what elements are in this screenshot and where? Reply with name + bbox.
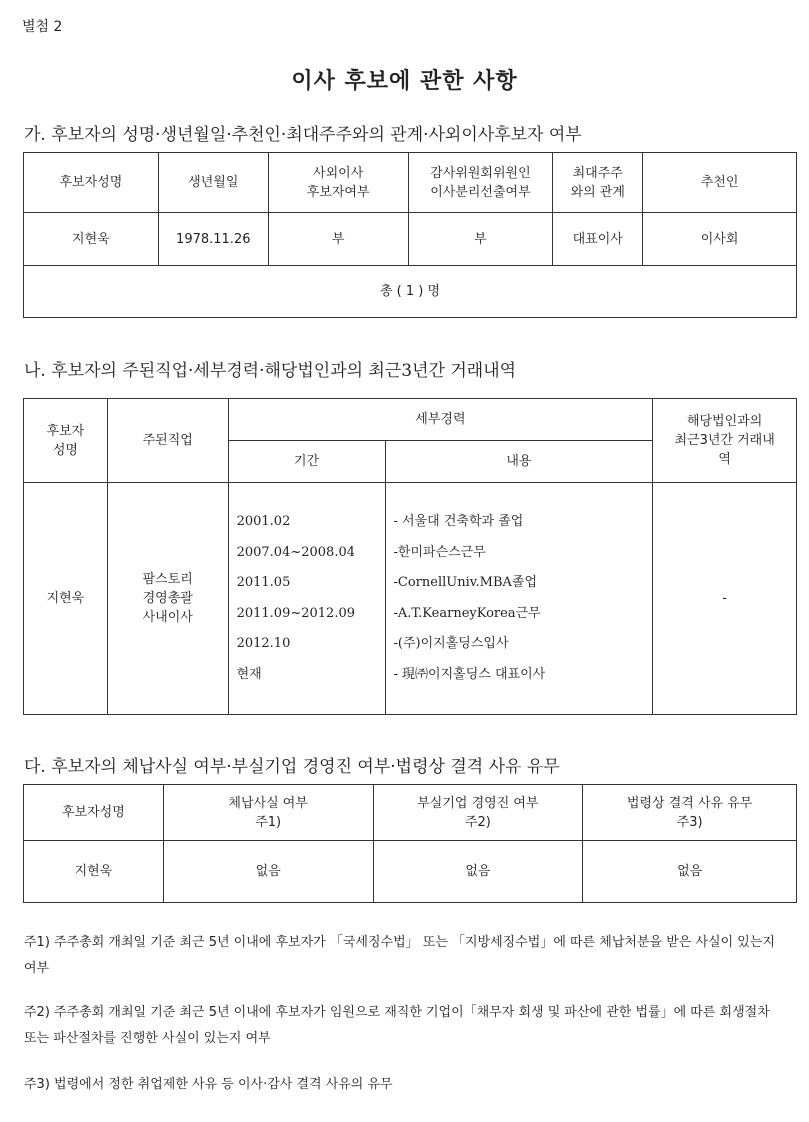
table-cell: 부 — [408, 213, 553, 266]
header-cell: 생년월일 — [158, 153, 268, 213]
header-cell: 주된직업 — [107, 399, 228, 483]
table-cell: 없음 — [373, 841, 583, 903]
list-item: -A.T.KearneyKorea근무 — [393, 605, 541, 621]
eligibility-table — [23, 784, 797, 903]
table-cell: 1978.11.26 — [158, 213, 268, 266]
table-cell: 지현욱 — [24, 483, 108, 715]
document-title: 이사 후보에 관한 사항 — [291, 69, 518, 94]
candidate-info-table — [23, 152, 797, 318]
header-cell: 사외이사 후보자여부 — [268, 153, 408, 213]
header-cell: 부실기업 경영진 여부 주2) — [373, 785, 583, 841]
list-item: 현재 — [236, 666, 262, 682]
header-cell: 체납사실 여부 주1) — [163, 785, 373, 841]
header-cell: 세부경력 — [228, 399, 653, 441]
header-cell: 기간 — [228, 441, 385, 483]
period-list — [228, 483, 385, 715]
table-cell: 지현욱 — [24, 841, 164, 903]
header-cell: 최대주주 와의 관계 — [553, 153, 643, 213]
table-cell: - — [653, 483, 797, 715]
list-item: 2011.05 — [236, 575, 291, 590]
attachment-label: 별첨 2 — [22, 19, 63, 35]
table-row — [24, 841, 797, 903]
header-cell: 후보자성명 — [24, 785, 164, 841]
total-count: 총 ( 1 ) 명 — [24, 266, 797, 318]
career-table — [23, 398, 797, 715]
table-row — [24, 483, 797, 715]
footnote-2: 주2) 주주총회 개최일 기준 최근 5년 이내에 후보자가 임원으로 재직한 기업이「채무자 회생 및 파산에 관한 법률」에 따른 회생절차 또는 파산절차를 진행한 사실이 있는지 여부 — [24, 1005, 770, 1046]
list-item: 2011.09~2012.09 — [236, 605, 355, 621]
content-list — [385, 483, 653, 715]
header-cell: 해당법인과의 최근3년간 거래내 역 — [653, 399, 797, 483]
section-ga-heading: 가. 후보자의 성명·생년월일·추천인·최대주주와의 관계·사외이사후보자 여부 — [24, 125, 582, 145]
header-cell: 법령상 결격 사유 유무 주3) — [583, 785, 797, 841]
list-item: -(주)이지홀딩스입사 — [393, 636, 509, 651]
list-item: 2012.10 — [236, 636, 291, 651]
table-cell: 없음 — [163, 841, 373, 903]
table-cell: 부 — [268, 213, 408, 266]
header-cell: 추천인 — [643, 153, 797, 213]
table-cell: 없음 — [583, 841, 797, 903]
footnote-1: 주1) 주주총회 개최일 기준 최근 5년 이내에 후보자가 「국세징수법」 또는 「지방세징수법」에 따른 체납처분을 받은 사실이 있는지 여부 — [24, 935, 775, 976]
footnote-3: 주3) 법령에서 정한 취업제한 사유 등 이사·감사 결격 사유의 유무 — [24, 1077, 393, 1092]
header-cell: 후보자 성명 — [24, 399, 108, 483]
header-cell: 후보자성명 — [24, 153, 159, 213]
list-item: 2001.02 — [236, 514, 291, 529]
header-cell: 내용 — [385, 441, 653, 483]
list-item: 2007.04~2008.04 — [236, 544, 355, 560]
list-item: -한미파슨스근무 — [393, 544, 486, 560]
table-cell: 이사회 — [643, 213, 797, 266]
table-cell: 대표이사 — [553, 213, 643, 266]
section-da-heading: 다. 후보자의 체납사실 여부·부실기업 경영진 여부·법령상 결격 사유 유무 — [24, 757, 560, 777]
section-na-heading: 나. 후보자의 주된직업·세부경력·해당법인과의 최근3년간 거래내역 — [24, 361, 517, 381]
list-item: - 現㈜이지홀딩스 대표이사 — [393, 666, 546, 682]
table-cell: 팜스토리 경영총괄 사내이사 — [107, 483, 228, 715]
table-row — [24, 213, 797, 266]
header-cell: 감사위원회위원인 이사분리선출여부 — [408, 153, 553, 213]
list-item: - 서울대 건축학과 졸업 — [393, 514, 524, 529]
table-cell: 지현욱 — [24, 213, 159, 266]
list-item: -CornellUniv.MBA졸업 — [393, 575, 538, 590]
